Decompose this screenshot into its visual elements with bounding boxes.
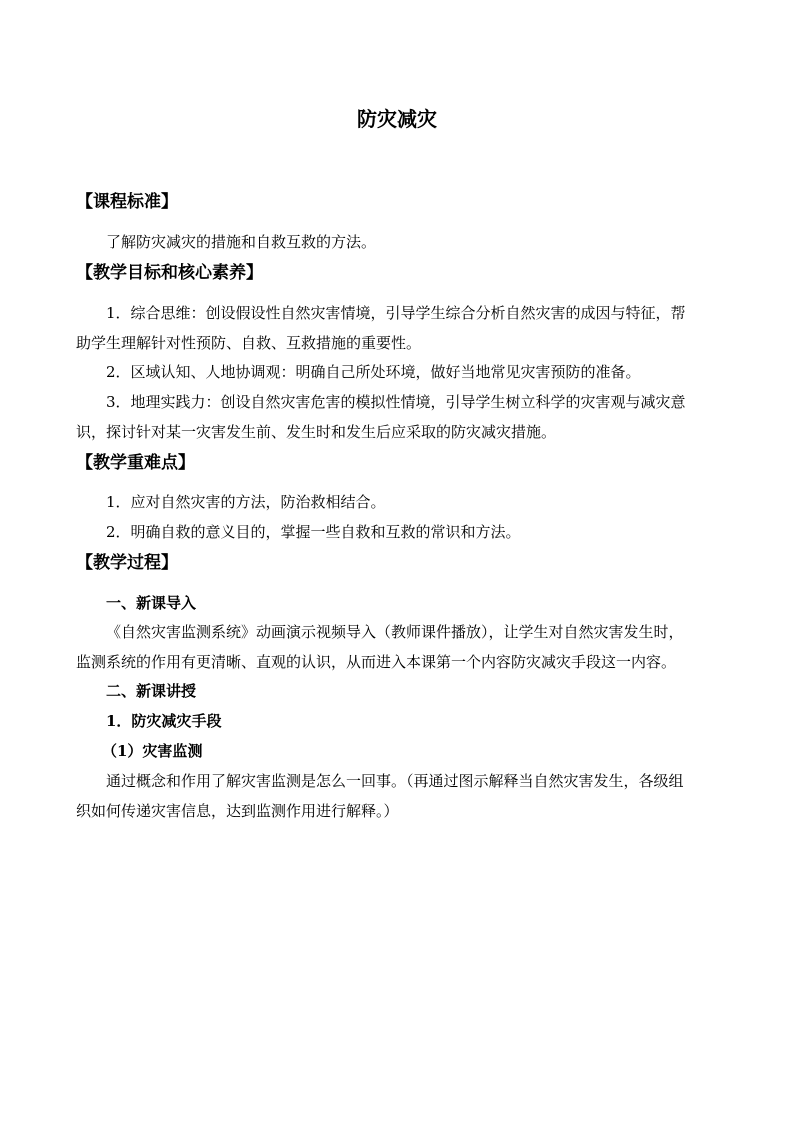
goal-item-1-line-1: 1．综合思维：创设假设性自然灾害情境，引导学生综合分析自然灾害的成因与特征，帮	[106, 304, 686, 322]
goal-item-1-line-2: 助学生理解针对性预防、自救、互救措施的重要性。	[76, 334, 422, 352]
goal-item-3-line-1: 3．地理实践力：创设自然灾害危害的模拟性情境，引导学生树立科学的灾害观与减灾意	[106, 393, 686, 411]
standard-text: 了解防灾减灾的措施和自救互救的方法。	[106, 233, 377, 251]
process-part-2-title: 二、新课讲授	[106, 682, 197, 700]
section-heading-process: 【教学过程】	[76, 553, 178, 573]
section-heading-keypoints: 【教学重难点】	[76, 453, 195, 473]
section-heading-goals: 【教学目标和核心素养】	[76, 263, 263, 283]
document-title: 防灾减灾	[357, 107, 437, 131]
process-part-1-line-2: 监测系统的作用有更清晰、直观的认识，从而进入本课第一个内容防灾减灾手段这一内容。	[76, 653, 677, 671]
process-subsection-1-1-title: （1）灾害监测	[102, 742, 203, 760]
process-subsection-1-1-line-2: 织如何传递灾害信息，达到监测作用进行解释。）	[76, 802, 399, 820]
goal-item-3-line-2: 识，探讨针对某一灾害发生前、发生时和发生后应采取的防灾减灾措施。	[76, 423, 557, 441]
process-subsection-1-title: 1．防灾减灾手段	[106, 712, 222, 730]
keypoint-item-1: 1．应对自然灾害的方法，防治救相结合。	[106, 493, 386, 511]
section-heading-standard: 【课程标准】	[76, 192, 178, 212]
process-subsection-1-1-line-1: 通过概念和作用了解灾害监测是怎么一回事。（再通过图示解释当自然灾害发生，各级组	[106, 772, 684, 790]
goal-item-2: 2．区域认知、人地协调观：明确自己所处环境，做好当地常见灾害预防的准备。	[106, 363, 641, 381]
process-part-1-line-1: 《自然灾害监测系统》动画演示视频导入（教师课件播放），让学生对自然灾害发生时，	[106, 623, 684, 641]
process-part-1-title: 一、新课导入	[106, 594, 197, 612]
keypoint-item-2: 2．明确自救的意义目的，掌握一些自救和互救的常识和方法。	[106, 523, 521, 541]
